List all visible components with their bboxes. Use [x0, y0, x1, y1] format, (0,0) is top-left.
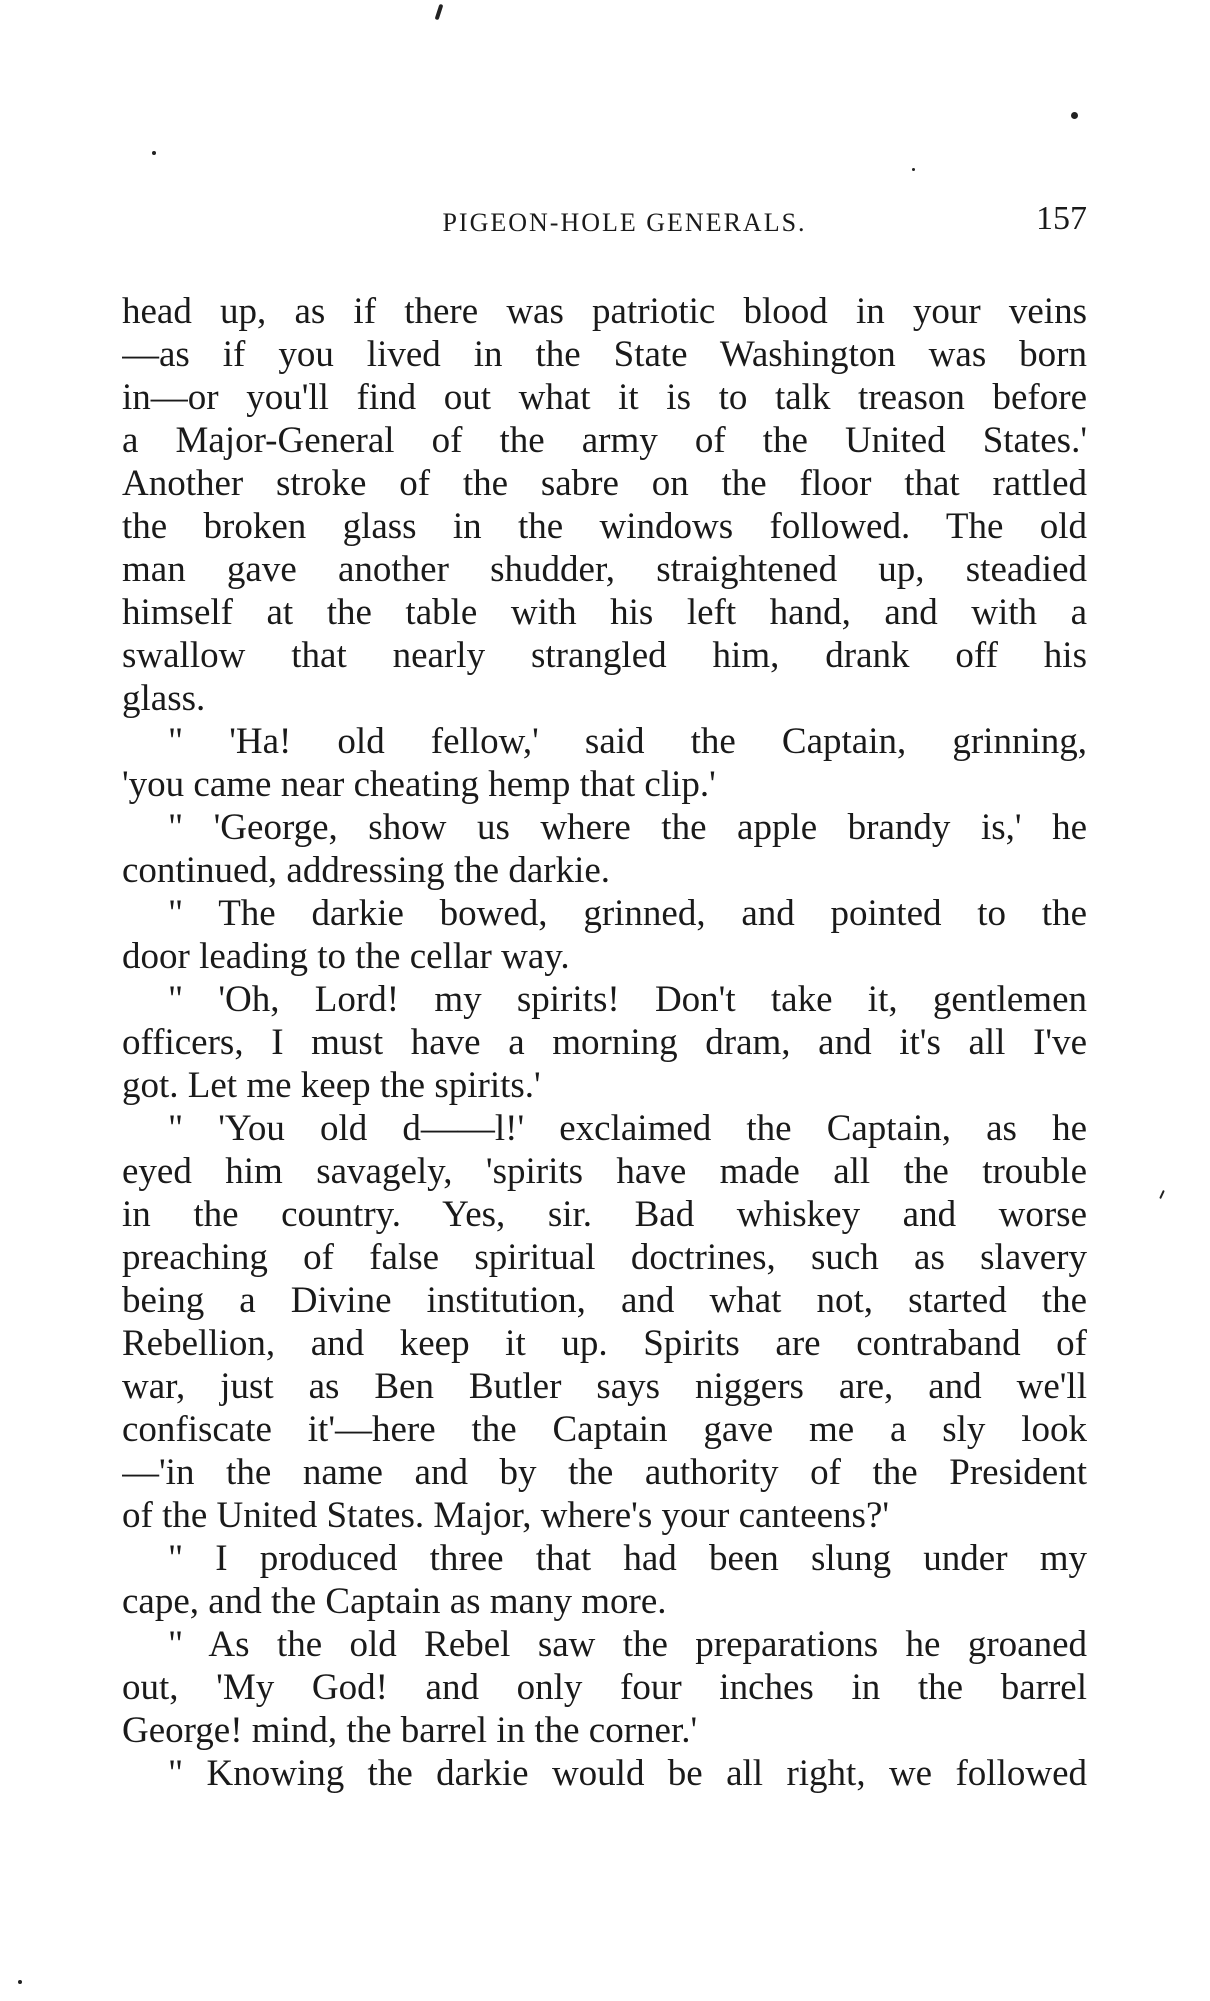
ink-speck	[435, 4, 444, 20]
ink-speck	[1071, 112, 1078, 119]
text-line: " As the old Rebel saw the preparations he groaned	[168, 1624, 1087, 1665]
text-line: swallow that nearly strangled him, drank off his	[122, 635, 1087, 676]
page-header	[122, 200, 1087, 244]
text-line: preaching of false spiritual doctrines, such as slavery	[122, 1237, 1087, 1278]
text-line: George! mind, the barrel in the corner.'	[122, 1710, 698, 1751]
text-line: —as if you lived in the State Washington was born	[122, 334, 1087, 375]
text-line: being a Divine institution, and what not, started the	[122, 1280, 1087, 1321]
text-line: in the country. Yes, sir. Bad whiskey and worse	[122, 1194, 1087, 1235]
text-line: " 'Ha! old fellow,' said the Captain, grinning,	[168, 721, 1087, 762]
text-line: himself at the table with his left hand, and with a	[122, 592, 1087, 633]
body-text	[122, 290, 1087, 1795]
page-number: 157	[1036, 200, 1087, 237]
text-line: Another stroke of the sabre on the floor that rattled	[122, 463, 1087, 504]
ink-speck	[912, 168, 915, 171]
ink-speck	[18, 1980, 22, 1984]
text-line: cape, and the Captain as many more.	[122, 1581, 667, 1622]
text-line: Rebellion, and keep it up. Spirits are contraband of	[122, 1323, 1087, 1364]
text-line: 'you came near cheating hemp that clip.'	[122, 764, 716, 805]
text-line: in—or you'll find out what it is to talk treason before	[122, 377, 1087, 418]
ink-speck	[1159, 1190, 1165, 1199]
text-line: " I produced three that had been slung under my	[168, 1538, 1087, 1579]
text-line: " 'George, show us where the apple brandy is,' he	[168, 807, 1087, 848]
text-line: confiscate it'—here the Captain gave me a sly look	[122, 1409, 1087, 1450]
text-line: of the United States. Major, where's your canteens?'	[122, 1495, 890, 1536]
text-line: continued, addressing the darkie.	[122, 850, 611, 891]
text-line: officers, I must have a morning dram, and it's all I've	[122, 1022, 1087, 1063]
text-line: head up, as if there was patriotic blood in your veins	[122, 291, 1087, 332]
text-line: glass.	[122, 678, 206, 719]
text-line: the broken glass in the windows followed. The old	[122, 506, 1087, 547]
text-line: man gave another shudder, straightened up, steadied	[122, 549, 1087, 590]
text-line: eyed him savagely, 'spirits have made all the trouble	[122, 1151, 1087, 1192]
text-line: out, 'My God! and only four inches in the barrel	[122, 1667, 1087, 1708]
running-head: PIGEON-HOLE GENERALS.	[442, 208, 807, 237]
text-line: a Major-General of the army of the United States.'	[122, 420, 1087, 461]
text-line: " Knowing the darkie would be all right, we followed	[168, 1753, 1087, 1794]
text-line: " The darkie bowed, grinned, and pointed to the	[168, 893, 1087, 934]
text-line: " 'Oh, Lord! my spirits! Don't take it, gentlemen	[168, 979, 1087, 1020]
ink-speck	[152, 151, 156, 155]
text-line: war, just as Ben Butler says niggers are, and we'll	[122, 1366, 1087, 1407]
text-line: " 'You old d——l!' exclaimed the Captain, as he	[168, 1108, 1087, 1149]
text-line: —'in the name and by the authority of the President	[122, 1452, 1087, 1493]
text-line: door leading to the cellar way.	[122, 936, 570, 977]
text-line: got. Let me keep the spirits.'	[122, 1065, 541, 1106]
